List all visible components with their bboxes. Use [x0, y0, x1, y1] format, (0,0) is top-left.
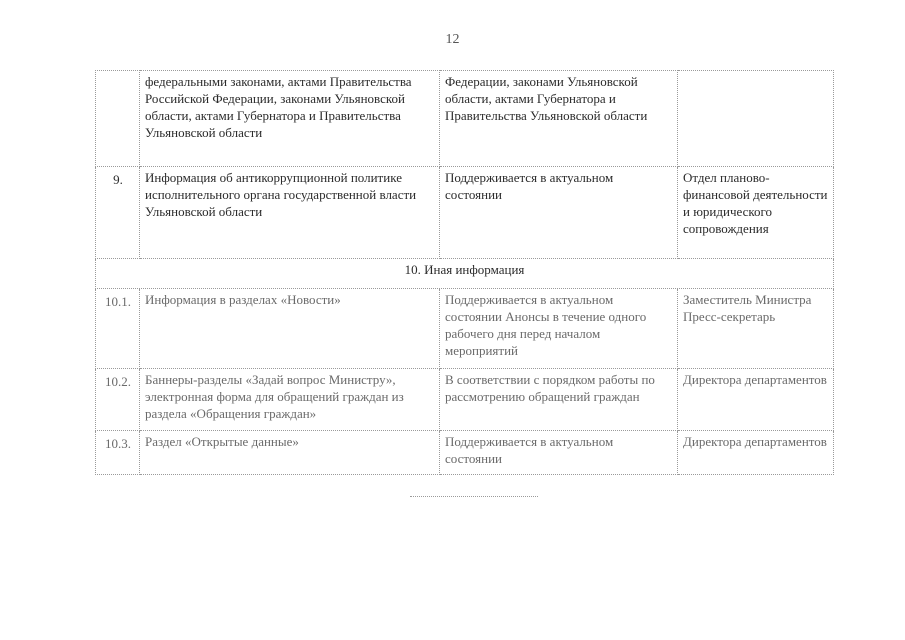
responsible-cell: Директора департаментов — [678, 369, 834, 431]
responsible-cell: Заместитель Министра Пресс-секретарь — [678, 289, 834, 369]
table-row — [96, 289, 834, 369]
row-number-cell: 10.3. — [96, 431, 140, 475]
row-number-cell: 10.2. — [96, 369, 140, 431]
page-number: 12 — [445, 32, 460, 47]
table-row — [96, 369, 834, 431]
row-number-cell: 10.1. — [96, 289, 140, 369]
row-number-cell: 9. — [96, 167, 140, 259]
period-cell: Поддерживается в актуальном состоянии Анонсы в течение одного рабочего дня перед началом мероприятий — [440, 289, 678, 369]
row-number-cell — [96, 71, 140, 167]
info-cell: Информация в разделах «Новости» — [140, 289, 440, 369]
section-title: 10. Иная информация — [96, 259, 834, 289]
end-divider — [410, 496, 538, 497]
table-row — [96, 71, 834, 167]
period-cell: Поддерживается в актуальном состоянии — [440, 167, 678, 259]
section-header-row — [96, 259, 834, 289]
responsible-cell — [678, 71, 834, 167]
info-cell: Раздел «Открытые данные» — [140, 431, 440, 475]
information-table — [95, 70, 834, 475]
table-row — [96, 431, 834, 475]
period-cell: Поддерживается в актуальном состоянии — [440, 431, 678, 475]
responsible-cell: Директора департаментов — [678, 431, 834, 475]
responsible-cell: Отдел планово-финансовой деятельности и юридического сопровождения — [678, 167, 834, 259]
info-cell: Информация об антикоррупционной политике исполнительного органа государственной власти Ульяновской области — [140, 167, 440, 259]
info-cell: Баннеры-разделы «Задай вопрос Министру», электронная форма для обращений граждан из раздела «Обращения граждан» — [140, 369, 440, 431]
table-row — [96, 167, 834, 259]
period-cell: В соответствии с порядком работы по рассмотрению обращений граждан — [440, 369, 678, 431]
info-cell: федеральными законами, актами Правительства Российской Федерации, законами Ульяновской области, актами Губернатора и Правительства Ульяновской области — [140, 71, 440, 167]
period-cell: Федерации, законами Ульяновской области, актами Губернатора и Правительства Ульяновской области — [440, 71, 678, 167]
